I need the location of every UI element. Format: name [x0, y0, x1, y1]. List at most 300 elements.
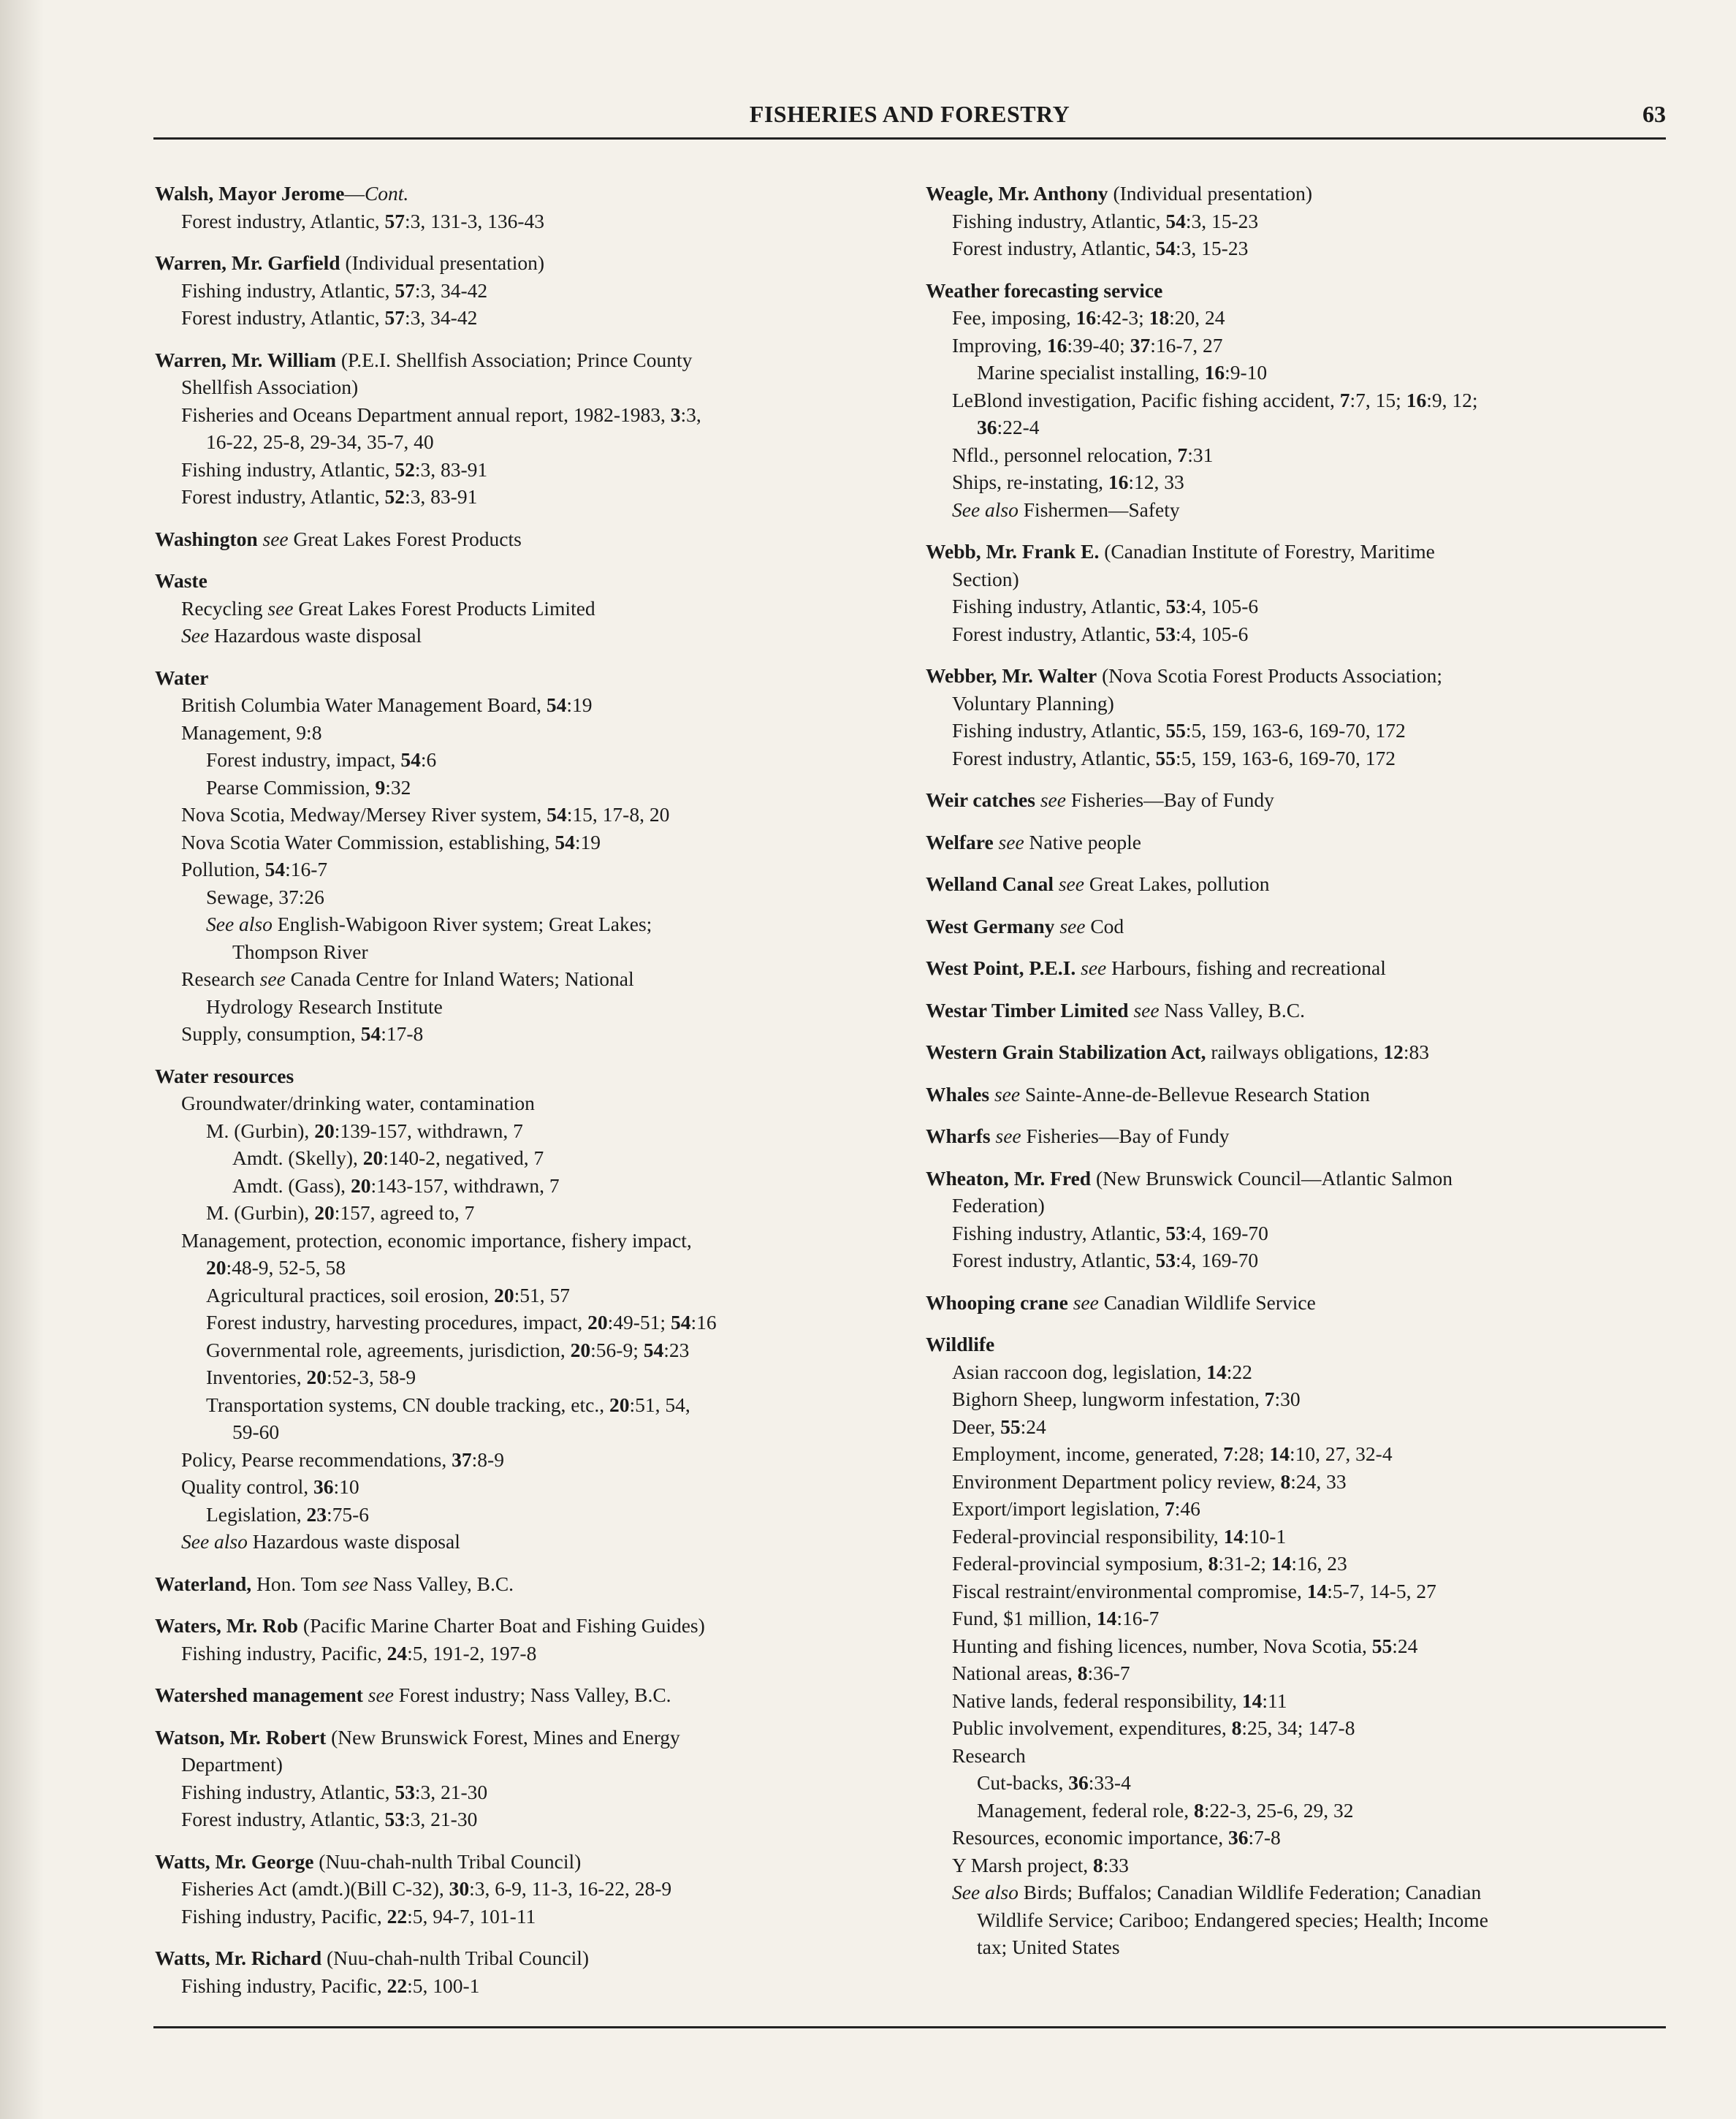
- index-subentry-line: [155, 1806, 907, 1833]
- text-run: Hazardous waste disposal: [252, 1530, 460, 1553]
- index-subentry-line: [155, 1020, 907, 1048]
- bold-text: 8: [1194, 1798, 1204, 1822]
- bold-text: 36: [1228, 1826, 1249, 1849]
- index-heading-line: [926, 1165, 1678, 1192]
- text-run: National areas,: [952, 1662, 1078, 1684]
- text-run: (Individual presentation): [1108, 182, 1313, 205]
- index-subentry-line: [926, 1605, 1678, 1632]
- bold-text: 52: [384, 485, 406, 508]
- text-run: Public involvement, expenditures,: [952, 1716, 1232, 1739]
- text-run: :22-3, 25-6, 29, 32: [1203, 1798, 1354, 1822]
- index-subentry-line: [155, 910, 907, 938]
- bold-text: 37: [1130, 333, 1151, 357]
- index-subentry-line: [926, 1906, 1678, 1934]
- text-run: Asian raccoon dog, legislation,: [952, 1360, 1207, 1383]
- italic-text: see: [259, 967, 291, 990]
- index-subentry-line: [155, 1227, 907, 1255]
- text-run: Fishermen—Safety: [1023, 498, 1180, 521]
- bold-text: 36: [977, 416, 997, 438]
- text-run: Pollution,: [181, 858, 265, 880]
- bold-text: 55: [1371, 1634, 1393, 1657]
- bold-text: 53: [395, 1780, 415, 1803]
- text-run: Fee, imposing,: [952, 306, 1076, 329]
- index-subentry-line: [155, 1418, 907, 1446]
- index-subentry-line: [926, 1659, 1678, 1687]
- index-subentry-line: [155, 1309, 907, 1336]
- text-run: :3, 21-30: [405, 1808, 478, 1830]
- bold-text: 3: [670, 403, 681, 426]
- text-run: Amdt. (Gass),: [232, 1173, 351, 1197]
- index-heading-line: [155, 1944, 907, 1972]
- text-run: Hon. Tom: [251, 1572, 343, 1595]
- bold-text: 14: [1241, 1689, 1263, 1712]
- bold-text: Weir catches: [926, 788, 1035, 811]
- bold-text: 52: [395, 457, 415, 481]
- bold-text: 22: [387, 1974, 408, 1997]
- text-run: :33-4: [1088, 1771, 1131, 1794]
- text-run: :49-51;: [607, 1311, 671, 1334]
- index-subentry-line: [155, 428, 907, 456]
- text-run: :4, 105-6: [1176, 622, 1249, 645]
- text-run: :56-9;: [590, 1338, 644, 1361]
- text-run: :75-6: [326, 1502, 370, 1526]
- text-run: Fisheries—Bay of Fundy: [1070, 788, 1274, 811]
- text-run: Forest industry, Atlantic,: [181, 485, 385, 508]
- index-subentry-line: [926, 1632, 1678, 1660]
- index-subentry-line: [926, 332, 1678, 359]
- page-edge-shadow: [0, 0, 44, 2119]
- index-subentry-line: [155, 622, 907, 650]
- index-subentry-line: [926, 745, 1678, 772]
- bold-text: Waters, Mr. Rob: [155, 1614, 299, 1637]
- italic-text: see: [1054, 914, 1091, 937]
- index-subentry-line: [155, 1972, 907, 2000]
- text-run: Great Lakes, pollution: [1089, 872, 1270, 895]
- text-run: Hazardous waste disposal: [214, 624, 422, 647]
- bold-text: 53: [1155, 622, 1176, 645]
- index-entry: [926, 277, 1678, 524]
- index-heading-line: [926, 954, 1678, 982]
- text-run: Fishing industry, Pacific,: [181, 1974, 387, 1997]
- text-run: Fishing industry, Atlantic,: [181, 1780, 395, 1803]
- text-run: :33: [1103, 1853, 1129, 1876]
- text-run: :12, 33: [1128, 471, 1184, 493]
- bold-text: 8: [1208, 1552, 1219, 1575]
- index-subentry-line: [926, 566, 1678, 593]
- text-run: English-Wabigoon River system; Great Lakes;: [277, 913, 652, 935]
- bold-text: Welfare: [926, 830, 994, 853]
- index-subentry-line: [155, 1391, 907, 1419]
- bold-text: 7: [1165, 1497, 1175, 1520]
- text-run: :5-7, 14-5, 27: [1327, 1579, 1436, 1602]
- text-run: :9-10: [1225, 361, 1268, 384]
- index-heading-line: [926, 538, 1678, 566]
- text-run: :5, 159, 163-6, 169-70, 172: [1185, 719, 1406, 742]
- text-run: :3, 21-30: [414, 1780, 488, 1803]
- index-subentry-line: [155, 938, 907, 966]
- text-run: Ships, re-instating,: [952, 471, 1108, 493]
- text-run: Harbours, fishing and recreational: [1111, 956, 1386, 979]
- index-subentry-line: [155, 483, 907, 511]
- bold-text: 30: [449, 1877, 470, 1900]
- index-subentry-line: [926, 1358, 1678, 1386]
- bold-text: Weather forecasting service: [926, 278, 1163, 302]
- text-run: :4, 105-6: [1185, 595, 1259, 617]
- bold-text: 16: [1046, 333, 1067, 357]
- bold-text: 54: [643, 1338, 664, 1361]
- text-run: Forest industry, Atlantic,: [181, 1808, 385, 1830]
- bold-text: 8: [1077, 1662, 1088, 1684]
- index-subentry-line: [926, 387, 1678, 414]
- index-subentry-line: [155, 1903, 907, 1930]
- bold-text: 8: [1092, 1853, 1103, 1876]
- text-run: Policy, Pearse recommendations,: [181, 1447, 452, 1471]
- text-run: :31-2;: [1218, 1552, 1271, 1575]
- text-run: :16: [690, 1311, 717, 1334]
- italic-text: see: [362, 1684, 399, 1706]
- text-run: :24, 33: [1290, 1469, 1347, 1493]
- bold-text: 53: [1165, 1221, 1186, 1244]
- text-run: (Nova Scotia Forest Products Association;: [1097, 664, 1443, 687]
- text-run: :25, 34; 147-8: [1241, 1716, 1355, 1739]
- text-run: :3, 34-42: [414, 278, 488, 302]
- index-subentry-line: [926, 441, 1678, 469]
- text-run: Fisheries Act (amdt.)(Bill C-32),: [181, 1877, 449, 1900]
- bold-text: 36: [1068, 1771, 1089, 1794]
- text-run: Bighorn Sheep, lungworm infestation,: [952, 1388, 1265, 1410]
- text-run: Fiscal restraint/environmental compromise,: [952, 1579, 1307, 1602]
- text-run: Fishing industry, Atlantic,: [181, 278, 395, 302]
- text-run: Nova Scotia Water Commission, establishing,: [181, 830, 555, 853]
- index-subentry-line: [155, 1089, 907, 1117]
- index-subentry-line: [926, 1192, 1678, 1220]
- bold-text: 54: [546, 693, 567, 716]
- text-run: Sainte-Anne-de-Bellevue Research Station: [1024, 1082, 1370, 1106]
- text-run: :157, agreed to, 7: [334, 1201, 475, 1224]
- text-run: Y Marsh project,: [952, 1853, 1093, 1876]
- text-run: :10-1: [1244, 1524, 1287, 1548]
- text-run: Fishing industry, Atlantic,: [952, 1221, 1166, 1244]
- text-run: Federation): [952, 1194, 1045, 1217]
- text-run: :17-8: [381, 1022, 424, 1045]
- index-heading-line: [155, 249, 907, 277]
- text-run: (P.E.I. Shellfish Association; Prince County: [336, 348, 693, 371]
- text-run: :10, 27, 32-4: [1290, 1442, 1393, 1465]
- index-subentry-line: [155, 1172, 907, 1200]
- text-run: :48-9, 52-5, 58: [226, 1256, 346, 1279]
- index-heading-line: [155, 1724, 907, 1751]
- index-subentry-line: [926, 1687, 1678, 1715]
- bold-text: Warren, Mr. Garfield: [155, 251, 340, 274]
- bold-text: 16: [1204, 361, 1225, 384]
- text-run: :7-8: [1248, 1826, 1281, 1849]
- index-subentry-line: [926, 1550, 1678, 1578]
- text-run: Deer,: [952, 1415, 1001, 1438]
- index-heading-line: [926, 786, 1678, 814]
- bold-text: 22: [387, 1904, 408, 1928]
- italic-text: see: [267, 596, 299, 620]
- index-subentry-line: [155, 856, 907, 883]
- index-heading-line: [155, 1570, 907, 1598]
- text-run: Shellfish Association): [181, 376, 359, 398]
- bold-text: Watson, Mr. Robert: [155, 1725, 327, 1749]
- index-subentry-line: [155, 1254, 907, 1282]
- text-run: Forest industry, Atlantic,: [952, 746, 1156, 769]
- text-run: Great Lakes Forest Products: [293, 527, 522, 550]
- bold-text: Warren, Mr. William: [155, 348, 337, 371]
- italic-text: see: [1128, 998, 1165, 1022]
- bold-text: 18: [1149, 306, 1170, 329]
- text-run: Management, protection, economic importance, fishery impact,: [181, 1228, 692, 1252]
- index-entry: [926, 1122, 1678, 1150]
- index-heading-line: [926, 1081, 1678, 1108]
- index-entry: [155, 180, 907, 235]
- bold-text: 16: [1076, 306, 1097, 329]
- italic-text: see: [989, 1082, 1025, 1106]
- italic-text: see: [257, 527, 294, 550]
- text-run: Forest industry, Atlantic,: [181, 209, 385, 232]
- index-subentry-line: [155, 1363, 907, 1391]
- text-run: Management, federal role,: [977, 1798, 1195, 1822]
- index-subentry-line: [155, 1640, 907, 1667]
- bold-text: 36: [313, 1475, 334, 1498]
- index-entry: [926, 538, 1678, 647]
- text-run: :31: [1187, 443, 1214, 466]
- text-run: :42-3;: [1096, 306, 1149, 329]
- index-heading-line: [155, 1848, 907, 1876]
- text-run: :3,: [680, 403, 701, 426]
- bold-text: Watershed management: [155, 1684, 363, 1706]
- italic-text: See also: [952, 1881, 1024, 1903]
- bold-text: 14: [1223, 1524, 1244, 1548]
- text-run: Fisheries and Oceans Department annual report, 1982-1983,: [181, 403, 671, 426]
- index-heading-line: [155, 664, 907, 692]
- text-run: Forest industry, Atlantic,: [952, 1249, 1156, 1271]
- text-run: Pearse Commission,: [206, 775, 376, 799]
- bold-text: West Germany: [926, 914, 1055, 937]
- bold-text: 20: [587, 1311, 608, 1334]
- text-run: (Nuu-chah-nulth Tribal Council): [321, 1947, 590, 1969]
- index-subentry-line: [926, 1879, 1678, 1906]
- bold-text: Walsh, Mayor Jerome: [155, 182, 345, 205]
- bold-text: Water resources: [155, 1064, 294, 1087]
- index-entry: [926, 1289, 1678, 1317]
- italic-text: see: [993, 830, 1029, 853]
- bold-text: 16: [1108, 471, 1129, 493]
- index-subentry-line: [155, 719, 907, 747]
- text-run: Export/import legislation,: [952, 1497, 1165, 1520]
- text-run: Forest industry, Atlantic,: [952, 622, 1156, 645]
- text-run: (Pacific Marine Charter Boat and Fishing Guides): [298, 1614, 705, 1637]
- text-run: :5, 191-2, 197-8: [407, 1641, 537, 1665]
- index-heading-line: [926, 997, 1678, 1024]
- text-run: Agricultural practices, soil erosion,: [206, 1283, 495, 1306]
- text-run: :24: [1020, 1415, 1046, 1438]
- text-run: Fishing industry, Atlantic,: [952, 209, 1166, 232]
- text-run: (New Brunswick Council—Atlantic Salmon: [1091, 1166, 1453, 1190]
- text-run: :16-7, 27: [1150, 333, 1223, 357]
- text-run: :36-7: [1087, 1662, 1130, 1684]
- text-run: British Columbia Water Management Board,: [181, 693, 547, 716]
- index-entry: [155, 346, 907, 511]
- index-entry: [926, 786, 1678, 814]
- bold-text: 20: [206, 1256, 226, 1279]
- index-column-right: [926, 180, 1678, 1976]
- index-entry: [155, 249, 907, 332]
- header-rule: [153, 137, 1666, 140]
- text-run: Transportation systems, CN double tracking, etc.,: [206, 1393, 609, 1416]
- index-entry: [155, 1724, 907, 1833]
- bold-text: 20: [609, 1393, 630, 1416]
- index-subentry-line: [926, 414, 1678, 441]
- index-heading-line: [155, 1681, 907, 1709]
- text-run: Forest industry, Atlantic,: [181, 306, 385, 329]
- bold-text: 7: [1339, 388, 1350, 411]
- text-run: :3, 15-23: [1185, 209, 1259, 232]
- text-run: Federal-provincial symposium,: [952, 1552, 1208, 1575]
- index-entry: [155, 525, 907, 553]
- index-entry: [155, 1681, 907, 1709]
- index-entry: [926, 829, 1678, 856]
- text-run: M. (Gurbin),: [206, 1201, 315, 1224]
- bold-text: 16: [1406, 388, 1427, 411]
- text-run: Fund, $1 million,: [952, 1607, 1097, 1629]
- text-run: Forest industry, harvesting procedures, impact,: [206, 1311, 588, 1334]
- text-run: tax; United States: [977, 1936, 1120, 1958]
- text-run: :4, 169-70: [1185, 1221, 1268, 1244]
- text-run: Research: [952, 1743, 1026, 1767]
- bold-text: 7: [1177, 443, 1188, 466]
- text-run: Section): [952, 567, 1019, 590]
- text-run: :19: [574, 830, 601, 853]
- index-subentry-line: [926, 1797, 1678, 1825]
- text-run: :52-3, 58-9: [326, 1366, 416, 1388]
- bold-text: West Point, P.E.I.: [926, 956, 1076, 979]
- index-subentry-line: [926, 1468, 1678, 1496]
- bold-text: 54: [400, 748, 421, 771]
- bold-text: 8: [1280, 1469, 1291, 1493]
- index-heading-line: [155, 1612, 907, 1640]
- index-entry: [926, 662, 1678, 772]
- index-subentry-line: [926, 1714, 1678, 1742]
- text-run: :32: [385, 775, 411, 799]
- index-heading-line: [155, 567, 907, 595]
- bold-text: Weagle, Mr. Anthony: [926, 182, 1108, 205]
- text-run: Hunting and fishing licences, number, Nova Scotia,: [952, 1634, 1372, 1657]
- index-heading-line: [926, 1331, 1678, 1358]
- index-heading-line: [926, 1289, 1678, 1317]
- bold-text: Washington: [155, 527, 258, 550]
- text-run: :24: [1392, 1634, 1418, 1657]
- index-heading-line: [155, 1062, 907, 1090]
- bold-text: 54: [547, 803, 567, 826]
- index-subentry-line: [926, 304, 1678, 332]
- index-subentry-line: [155, 1501, 907, 1529]
- index-subentry-line: [926, 1220, 1678, 1247]
- text-run: Resources, economic importance,: [952, 1826, 1228, 1849]
- text-run: Fishing industry, Pacific,: [181, 1641, 387, 1665]
- index-subentry-line: [926, 1413, 1678, 1441]
- text-run: Voluntary Planning): [952, 691, 1114, 715]
- bold-text: Welland Canal: [926, 872, 1054, 895]
- text-run: Sewage, 37:26: [206, 885, 324, 908]
- bold-text: Wildlife: [926, 1333, 995, 1355]
- bold-text: Waterland,: [155, 1572, 252, 1595]
- index-heading-line: [155, 346, 907, 374]
- index-subentry-line: [155, 277, 907, 305]
- index-subentry-line: [155, 1778, 907, 1806]
- text-run: (Individual presentation): [340, 251, 545, 274]
- index-subentry-line: [926, 359, 1678, 387]
- italic-text: see: [342, 1572, 373, 1595]
- index-subentry-line: [155, 883, 907, 911]
- text-run: 59-60: [232, 1420, 280, 1443]
- text-run: Fisheries—Bay of Fundy: [1026, 1125, 1230, 1147]
- bold-text: 57: [384, 306, 406, 329]
- index-heading-line: [926, 1122, 1678, 1150]
- index-entry: [926, 997, 1678, 1024]
- index-entry: [926, 954, 1678, 982]
- text-run: Improving,: [952, 333, 1047, 357]
- text-run: Federal-provincial responsibility,: [952, 1524, 1224, 1548]
- index-subentry-line: [926, 1769, 1678, 1797]
- bold-text: 14: [1271, 1552, 1292, 1575]
- index-entry: [926, 1331, 1678, 1961]
- index-heading-line: [926, 277, 1678, 305]
- index-subentry-line: [926, 1495, 1678, 1523]
- text-run: 16-22, 25-8, 29-34, 35-7, 40: [206, 430, 434, 453]
- index-subentry-line: [155, 1446, 907, 1474]
- text-run: :22-4: [997, 416, 1040, 438]
- bold-text: 7: [1223, 1442, 1233, 1465]
- text-run: :4, 169-70: [1176, 1249, 1259, 1271]
- text-run: (Canadian Institute of Forestry, Maritime: [1099, 540, 1435, 563]
- index-subentry-line: [155, 1144, 907, 1172]
- text-run: Legislation,: [206, 1502, 307, 1526]
- italic-text: see: [1067, 1290, 1104, 1314]
- text-run: :3, 131-3, 136-43: [405, 209, 545, 232]
- running-header: [153, 101, 1666, 137]
- bold-text: 54: [264, 858, 286, 880]
- bold-text: 20: [306, 1366, 327, 1388]
- index-subentry-line: [155, 1875, 907, 1903]
- index-subentry-line: [926, 620, 1678, 648]
- bold-text: 20: [314, 1119, 335, 1142]
- index-heading-line: [926, 870, 1678, 898]
- index-subentry-line: [155, 965, 907, 993]
- index-subentry-line: [926, 1385, 1678, 1413]
- text-run: :16-7: [1116, 1607, 1160, 1629]
- bold-text: Whales: [926, 1082, 990, 1106]
- bold-text: 53: [384, 1808, 406, 1830]
- bold-text: 54: [1155, 237, 1176, 259]
- index-subentry-line: [926, 717, 1678, 745]
- index-heading-line: [155, 180, 907, 208]
- italic-text: see: [990, 1125, 1027, 1147]
- text-run: Fishing industry, Atlantic,: [952, 595, 1166, 617]
- bold-text: 14: [1306, 1579, 1328, 1602]
- index-subentry-line: [155, 1528, 907, 1556]
- text-run: :10: [333, 1475, 359, 1498]
- index-entry: [926, 870, 1678, 898]
- index-subentry-line: [155, 456, 907, 484]
- index-subentry-line: [155, 1199, 907, 1227]
- index-heading-line: [926, 662, 1678, 690]
- bold-text: Western Grain Stabilization Act,: [926, 1041, 1206, 1063]
- text-run: :51, 57: [514, 1283, 570, 1306]
- bold-text: 14: [1096, 1607, 1117, 1629]
- bold-text: 55: [1000, 1415, 1021, 1438]
